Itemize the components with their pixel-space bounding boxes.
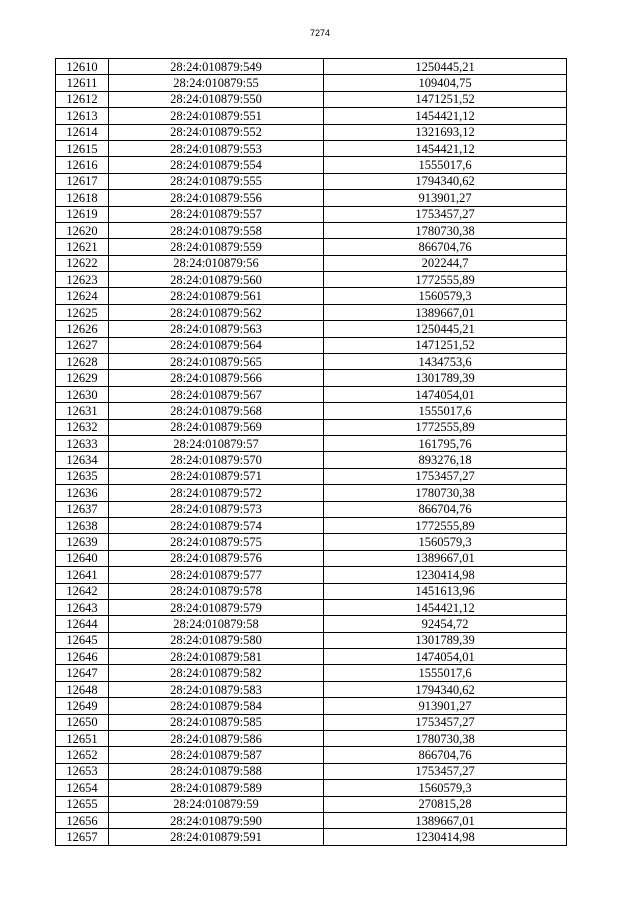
- cadastral-value-cell: 202244,7: [324, 255, 567, 271]
- table-row: [56, 354, 567, 370]
- table-row: [56, 222, 567, 238]
- row-number-cell: 12629: [56, 370, 109, 386]
- cadastral-value-cell: 109404,75: [324, 75, 567, 91]
- cadastral-value-cell: 161795,76: [324, 435, 567, 451]
- table-row: [56, 157, 567, 173]
- cadastral-number-cell: 28:24:010879:567: [109, 386, 324, 402]
- cadastral-number-cell: 28:24:010879:579: [109, 599, 324, 615]
- row-number-cell: 12649: [56, 698, 109, 714]
- row-number-cell: 12646: [56, 649, 109, 665]
- row-number-cell: 12620: [56, 222, 109, 238]
- cadastral-number-cell: 28:24:010879:558: [109, 222, 324, 238]
- table-row: [56, 108, 567, 124]
- cadastral-number-cell: 28:24:010879:557: [109, 206, 324, 222]
- row-number-cell: 12641: [56, 567, 109, 583]
- cadastral-number-cell: 28:24:010879:580: [109, 632, 324, 648]
- cadastral-number-cell: 28:24:010879:572: [109, 485, 324, 501]
- table-row: [56, 190, 567, 206]
- row-number-cell: 12643: [56, 599, 109, 615]
- cadastral-number-cell: 28:24:010879:571: [109, 468, 324, 484]
- table-row: [56, 386, 567, 402]
- cadastral-value-cell: 1555017,6: [324, 157, 567, 173]
- row-number-cell: 12615: [56, 140, 109, 156]
- cadastral-number-cell: 28:24:010879:584: [109, 698, 324, 714]
- row-number-cell: 12610: [56, 59, 109, 75]
- cadastral-value-cell: 1560579,3: [324, 780, 567, 796]
- row-number-cell: 12612: [56, 91, 109, 107]
- row-number-cell: 12636: [56, 485, 109, 501]
- row-number-cell: 12625: [56, 304, 109, 320]
- row-number-cell: 12627: [56, 337, 109, 353]
- table-row: [56, 59, 567, 75]
- row-number-cell: 12634: [56, 452, 109, 468]
- cadastral-number-cell: 28:24:010879:570: [109, 452, 324, 468]
- row-number-cell: 12656: [56, 812, 109, 828]
- cadastral-value-cell: 1753457,27: [324, 468, 567, 484]
- cadastral-number-cell: 28:24:010879:556: [109, 190, 324, 206]
- row-number-cell: 12621: [56, 239, 109, 255]
- cadastral-number-cell: 28:24:010879:58: [109, 616, 324, 632]
- cadastral-number-cell: 28:24:010879:573: [109, 501, 324, 517]
- cadastral-value-cell: 1474054,01: [324, 386, 567, 402]
- cadastral-value-cell: 1560579,3: [324, 534, 567, 550]
- table-row: [56, 632, 567, 648]
- cadastral-value-cell: 1772555,89: [324, 419, 567, 435]
- row-number-cell: 12644: [56, 616, 109, 632]
- row-number-cell: 12632: [56, 419, 109, 435]
- table-row: [56, 255, 567, 271]
- cadastral-number-cell: 28:24:010879:555: [109, 173, 324, 189]
- table-row: [56, 665, 567, 681]
- table-row: [56, 583, 567, 599]
- cadastral-number-cell: 28:24:010879:591: [109, 829, 324, 845]
- table-body: [56, 59, 567, 846]
- row-number-cell: 12645: [56, 632, 109, 648]
- table-row: [56, 567, 567, 583]
- cadastral-value-cell: 893276,18: [324, 452, 567, 468]
- cadastral-value-cell: 866704,76: [324, 747, 567, 763]
- cadastral-value-cell: 1454421,12: [324, 140, 567, 156]
- row-number-cell: 12653: [56, 763, 109, 779]
- cadastral-number-cell: 28:24:010879:581: [109, 649, 324, 665]
- row-number-cell: 12648: [56, 681, 109, 697]
- cadastral-number-cell: 28:24:010879:577: [109, 567, 324, 583]
- table-row: [56, 534, 567, 550]
- cadastral-value-cell: 1434753,6: [324, 354, 567, 370]
- table-row: [56, 304, 567, 320]
- cadastral-number-cell: 28:24:010879:587: [109, 747, 324, 763]
- cadastral-number-cell: 28:24:010879:590: [109, 812, 324, 828]
- row-number-cell: 12630: [56, 386, 109, 402]
- cadastral-value-cell: 1230414,98: [324, 567, 567, 583]
- table-row: [56, 501, 567, 517]
- cadastral-number-cell: 28:24:010879:562: [109, 304, 324, 320]
- table-row: [56, 747, 567, 763]
- cadastral-value-cell: 1780730,38: [324, 731, 567, 747]
- cadastral-value-cell: 1753457,27: [324, 763, 567, 779]
- cadastral-value-cell: 1780730,38: [324, 485, 567, 501]
- row-number-cell: 12655: [56, 796, 109, 812]
- cadastral-value-cell: 1454421,12: [324, 599, 567, 615]
- row-number-cell: 12626: [56, 321, 109, 337]
- table-row: [56, 140, 567, 156]
- row-number-cell: 12635: [56, 468, 109, 484]
- cadastral-value-cell: 866704,76: [324, 501, 567, 517]
- cadastral-number-cell: 28:24:010879:560: [109, 272, 324, 288]
- row-number-cell: 12654: [56, 780, 109, 796]
- table-row: [56, 124, 567, 140]
- cadastral-value-cell: 1753457,27: [324, 714, 567, 730]
- row-number-cell: 12640: [56, 550, 109, 566]
- row-number-cell: 12623: [56, 272, 109, 288]
- row-number-cell: 12611: [56, 75, 109, 91]
- cadastral-number-cell: 28:24:010879:549: [109, 59, 324, 75]
- table-row: [56, 239, 567, 255]
- cadastral-number-cell: 28:24:010879:565: [109, 354, 324, 370]
- row-number-cell: 12642: [56, 583, 109, 599]
- cadastral-number-cell: 28:24:010879:561: [109, 288, 324, 304]
- cadastral-number-cell: 28:24:010879:563: [109, 321, 324, 337]
- table-row: [56, 91, 567, 107]
- table-row: [56, 812, 567, 828]
- cadastral-value-cell: 1454421,12: [324, 108, 567, 124]
- table-row: [56, 599, 567, 615]
- cadastral-value-cell: 1794340,62: [324, 173, 567, 189]
- row-number-cell: 12622: [56, 255, 109, 271]
- row-number-cell: 12613: [56, 108, 109, 124]
- cadastral-value-cell: 1471251,52: [324, 337, 567, 353]
- table-row: [56, 435, 567, 451]
- cadastral-value-cell: 1389667,01: [324, 304, 567, 320]
- table-row: [56, 272, 567, 288]
- row-number-cell: 12628: [56, 354, 109, 370]
- cadastral-value-cell: 1560579,3: [324, 288, 567, 304]
- table-row: [56, 796, 567, 812]
- table-row: [56, 288, 567, 304]
- cadastral-number-cell: 28:24:010879:566: [109, 370, 324, 386]
- cadastral-number-cell: 28:24:010879:589: [109, 780, 324, 796]
- table-row: [56, 370, 567, 386]
- cadastral-number-cell: 28:24:010879:559: [109, 239, 324, 255]
- table-row: [56, 75, 567, 91]
- table-row: [56, 829, 567, 845]
- cadastral-value-cell: 866704,76: [324, 239, 567, 255]
- cadastral-value-cell: 1250445,21: [324, 321, 567, 337]
- cadastral-value-cell: 913901,27: [324, 698, 567, 714]
- cadastral-value-cell: 1474054,01: [324, 649, 567, 665]
- cadastral-value-cell: 1389667,01: [324, 550, 567, 566]
- cadastral-number-cell: 28:24:010879:569: [109, 419, 324, 435]
- cadastral-number-cell: 28:24:010879:554: [109, 157, 324, 173]
- row-number-cell: 12631: [56, 403, 109, 419]
- row-number-cell: 12637: [56, 501, 109, 517]
- cadastral-value-cell: 1772555,89: [324, 272, 567, 288]
- cadastral-value-cell: 1780730,38: [324, 222, 567, 238]
- cadastral-value-table: [55, 58, 567, 846]
- table-row: [56, 173, 567, 189]
- cadastral-value-cell: 1794340,62: [324, 681, 567, 697]
- table-row: [56, 649, 567, 665]
- cadastral-number-cell: 28:24:010879:56: [109, 255, 324, 271]
- row-number-cell: 12619: [56, 206, 109, 222]
- cadastral-value-cell: 913901,27: [324, 190, 567, 206]
- cadastral-number-cell: 28:24:010879:57: [109, 435, 324, 451]
- table-row: [56, 698, 567, 714]
- cadastral-number-cell: 28:24:010879:55: [109, 75, 324, 91]
- table-row: [56, 321, 567, 337]
- row-number-cell: 12638: [56, 517, 109, 533]
- table-row: [56, 419, 567, 435]
- cadastral-number-cell: 28:24:010879:583: [109, 681, 324, 697]
- cadastral-number-cell: 28:24:010879:582: [109, 665, 324, 681]
- cadastral-number-cell: 28:24:010879:59: [109, 796, 324, 812]
- table-row: [56, 616, 567, 632]
- cadastral-value-cell: 92454,72: [324, 616, 567, 632]
- row-number-cell: 12657: [56, 829, 109, 845]
- cadastral-number-cell: 28:24:010879:574: [109, 517, 324, 533]
- cadastral-number-cell: 28:24:010879:586: [109, 731, 324, 747]
- table-row: [56, 468, 567, 484]
- table-row: [56, 337, 567, 353]
- row-number-cell: 12639: [56, 534, 109, 550]
- page-number: 7274: [309, 28, 331, 38]
- cadastral-value-cell: 1753457,27: [324, 206, 567, 222]
- table-row: [56, 714, 567, 730]
- cadastral-value-cell: 1471251,52: [324, 91, 567, 107]
- cadastral-value-cell: 1250445,21: [324, 59, 567, 75]
- table-row: [56, 517, 567, 533]
- row-number-cell: 12652: [56, 747, 109, 763]
- table-row: [56, 681, 567, 697]
- cadastral-number-cell: 28:24:010879:550: [109, 91, 324, 107]
- cadastral-value-cell: 1301789,39: [324, 370, 567, 386]
- table-row: [56, 485, 567, 501]
- table-row: [56, 550, 567, 566]
- table-row: [56, 763, 567, 779]
- row-number-cell: 12650: [56, 714, 109, 730]
- row-number-cell: 12618: [56, 190, 109, 206]
- row-number-cell: 12616: [56, 157, 109, 173]
- cadastral-value-cell: 1555017,6: [324, 403, 567, 419]
- cadastral-number-cell: 28:24:010879:553: [109, 140, 324, 156]
- cadastral-number-cell: 28:24:010879:576: [109, 550, 324, 566]
- cadastral-value-cell: 270815,28: [324, 796, 567, 812]
- cadastral-value-cell: 1555017,6: [324, 665, 567, 681]
- row-number-cell: 12633: [56, 435, 109, 451]
- cadastral-value-cell: 1301789,39: [324, 632, 567, 648]
- cadastral-value-cell: 1321693,12: [324, 124, 567, 140]
- cadastral-number-cell: 28:24:010879:564: [109, 337, 324, 353]
- table-row: [56, 452, 567, 468]
- row-number-cell: 12651: [56, 731, 109, 747]
- cadastral-number-cell: 28:24:010879:551: [109, 108, 324, 124]
- table-row: [56, 731, 567, 747]
- cadastral-number-cell: 28:24:010879:568: [109, 403, 324, 419]
- cadastral-number-cell: 28:24:010879:588: [109, 763, 324, 779]
- table-row: [56, 780, 567, 796]
- cadastral-number-cell: 28:24:010879:552: [109, 124, 324, 140]
- cadastral-value-cell: 1451613,96: [324, 583, 567, 599]
- cadastral-value-cell: 1389667,01: [324, 812, 567, 828]
- cadastral-value-cell: 1230414,98: [324, 829, 567, 845]
- cadastral-number-cell: 28:24:010879:575: [109, 534, 324, 550]
- table-row: [56, 206, 567, 222]
- row-number-cell: 12624: [56, 288, 109, 304]
- cadastral-number-cell: 28:24:010879:585: [109, 714, 324, 730]
- table-row: [56, 403, 567, 419]
- row-number-cell: 12617: [56, 173, 109, 189]
- cadastral-number-cell: 28:24:010879:578: [109, 583, 324, 599]
- row-number-cell: 12614: [56, 124, 109, 140]
- row-number-cell: 12647: [56, 665, 109, 681]
- cadastral-value-cell: 1772555,89: [324, 517, 567, 533]
